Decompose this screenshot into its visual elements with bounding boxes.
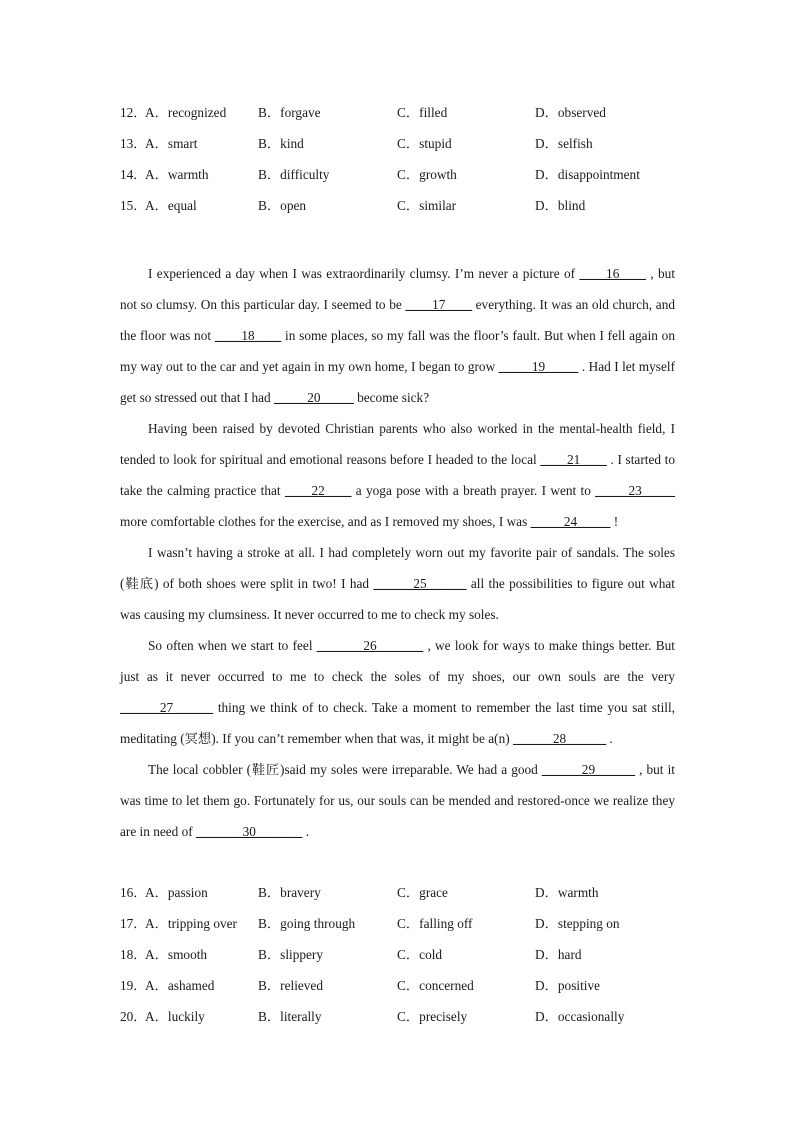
option-b: B．kind xyxy=(258,136,304,151)
paragraph-1 xyxy=(120,258,675,413)
option-a: A．smooth xyxy=(145,947,208,962)
passage-text: thing we think of to check. Take a moment to remember the last time you sat still, meditating (冥想). If you can’t remember when that was, it might be a(n) xyxy=(120,700,675,746)
question-number: 16． xyxy=(120,885,147,900)
passage-text: everything. It was an old church, and the floor was not xyxy=(120,297,675,343)
blank-23: _____23_____ xyxy=(595,483,675,498)
option-c: C．filled xyxy=(397,105,448,120)
question-row-13 xyxy=(120,134,680,165)
passage-text: . xyxy=(302,824,310,839)
option-b: B．difficulty xyxy=(258,167,330,182)
question-number: 15． xyxy=(120,198,147,213)
question-row-17 xyxy=(120,914,680,945)
passage-text: . xyxy=(606,731,613,746)
option-c: C．grace xyxy=(397,885,448,900)
passage-text: . Had I let myself get so stressed out that I had xyxy=(120,359,675,405)
blank-16: ____16____ xyxy=(579,266,646,281)
question-row-12 xyxy=(120,103,680,134)
blank-25: ______25______ xyxy=(373,576,467,591)
option-c: C．concerned xyxy=(397,978,474,993)
option-a: A．equal xyxy=(145,198,197,213)
option-a: A．tripping over xyxy=(145,916,237,931)
option-b: B．relieved xyxy=(258,978,323,993)
question-number: 14． xyxy=(120,167,147,182)
option-b: B．slippery xyxy=(258,947,324,962)
question-number: 17． xyxy=(120,916,147,931)
cloze-passage xyxy=(120,258,675,847)
option-d: D．stepping on xyxy=(535,916,620,931)
passage-text: , but it was time to let them go. Fortunately for us, our souls can be mended and restored-once we realize they are in need of xyxy=(120,762,675,839)
passage-text: , but not so clumsy. On this particular day. I seemed to be xyxy=(120,266,676,312)
option-d: D．occasionally xyxy=(535,1009,625,1024)
blank-19: _____19_____ xyxy=(498,359,579,374)
passage-text: in some places, so my fall was the floor’s fault. But when I fell again on my way out to the car and yet again in my own home, I began to grow xyxy=(120,328,675,374)
blank-17: ____17____ xyxy=(405,297,472,312)
blank-26: _______26_______ xyxy=(316,638,424,653)
option-b: B．open xyxy=(258,198,307,213)
passage-text: I wasn’t having a stroke at all. I had completely worn out my favorite pair of sandals. The soles (鞋底) of both shoes were split in two! I had xyxy=(120,545,675,591)
option-c: C．similar xyxy=(397,198,457,213)
blank-20: _____20_____ xyxy=(274,390,354,405)
option-a: A．luckily xyxy=(145,1009,205,1024)
paragraph-2 xyxy=(120,413,675,537)
option-d: D．observed xyxy=(535,105,606,120)
passage-text: So often when we start to feel xyxy=(148,638,317,653)
option-a: A．warmth xyxy=(145,167,209,182)
question-number: 19． xyxy=(120,978,147,993)
passage-text: I experienced a day when I was extraordinarily clumsy. I’m never a picture of xyxy=(148,266,580,281)
blank-24: _____24_____ xyxy=(530,514,611,529)
option-d: D．positive xyxy=(535,978,601,993)
option-a: A．ashamed xyxy=(145,978,215,993)
option-c: C．growth xyxy=(397,167,457,182)
option-d: D．hard xyxy=(535,947,582,962)
question-row-14 xyxy=(120,165,680,196)
passage-text: ! xyxy=(610,514,619,529)
question-number: 12． xyxy=(120,105,147,120)
option-c: C．stupid xyxy=(397,136,452,151)
question-row-20 xyxy=(120,1007,680,1038)
question-row-15 xyxy=(120,196,680,227)
option-a: A．smart xyxy=(145,136,198,151)
option-c: C．cold xyxy=(397,947,443,962)
blank-22: ____22____ xyxy=(284,483,352,498)
passage-text: become sick? xyxy=(353,390,430,405)
blank-28: ______28______ xyxy=(513,731,607,746)
paragraph-5 xyxy=(120,754,675,847)
passage-text: The local cobbler (鞋匠)said my soles were irreparable. We had a good xyxy=(148,762,542,777)
question-row-16 xyxy=(120,883,680,914)
option-b: B．literally xyxy=(258,1009,322,1024)
passage-text: a yoga pose with a breath prayer. I went to xyxy=(351,483,596,498)
option-a: A．passion xyxy=(145,885,208,900)
option-b: B．forgave xyxy=(258,105,321,120)
option-d: D．disappointment xyxy=(535,167,640,182)
option-a: A．recognized xyxy=(145,105,227,120)
option-c: C．falling off xyxy=(397,916,473,931)
blank-30: _______30_______ xyxy=(196,824,303,839)
paragraph-4 xyxy=(120,630,675,754)
question-row-19 xyxy=(120,976,680,1007)
option-d: D．warmth xyxy=(535,885,599,900)
option-d: D．blind xyxy=(535,198,586,213)
blank-18: ____18____ xyxy=(214,328,282,343)
paragraph-3 xyxy=(120,537,675,630)
passage-text: all the possibilities to figure out what was causing my clumsiness. It never occurred to me to check my soles. xyxy=(120,576,675,622)
option-b: B．bravery xyxy=(258,885,321,900)
question-number: 20． xyxy=(120,1009,147,1024)
blank-21: ____21____ xyxy=(540,452,607,467)
option-c: C．precisely xyxy=(397,1009,468,1024)
question-number: 18． xyxy=(120,947,147,962)
blank-27: ______27______ xyxy=(120,700,214,715)
blank-29: ______29______ xyxy=(541,762,635,777)
passage-text: Having been raised by devoted Christian parents who also worked in the mental-health field, I tended to look for spiritual and emotional reasons before I headed to the local xyxy=(120,421,675,467)
option-d: D．selfish xyxy=(535,136,593,151)
option-b: B．going through xyxy=(258,916,356,931)
passage-text: more comfortable clothes for the exercise, and as I removed my shoes, I was xyxy=(120,514,531,529)
passage-text: , we look for ways to make things better. But just as it never occurred to me to check the soles of my shoes, our own souls are the very xyxy=(120,638,675,684)
question-number: 13． xyxy=(120,136,147,151)
passage-text: . I started to take the calming practice that xyxy=(120,452,675,498)
question-row-18 xyxy=(120,945,680,976)
